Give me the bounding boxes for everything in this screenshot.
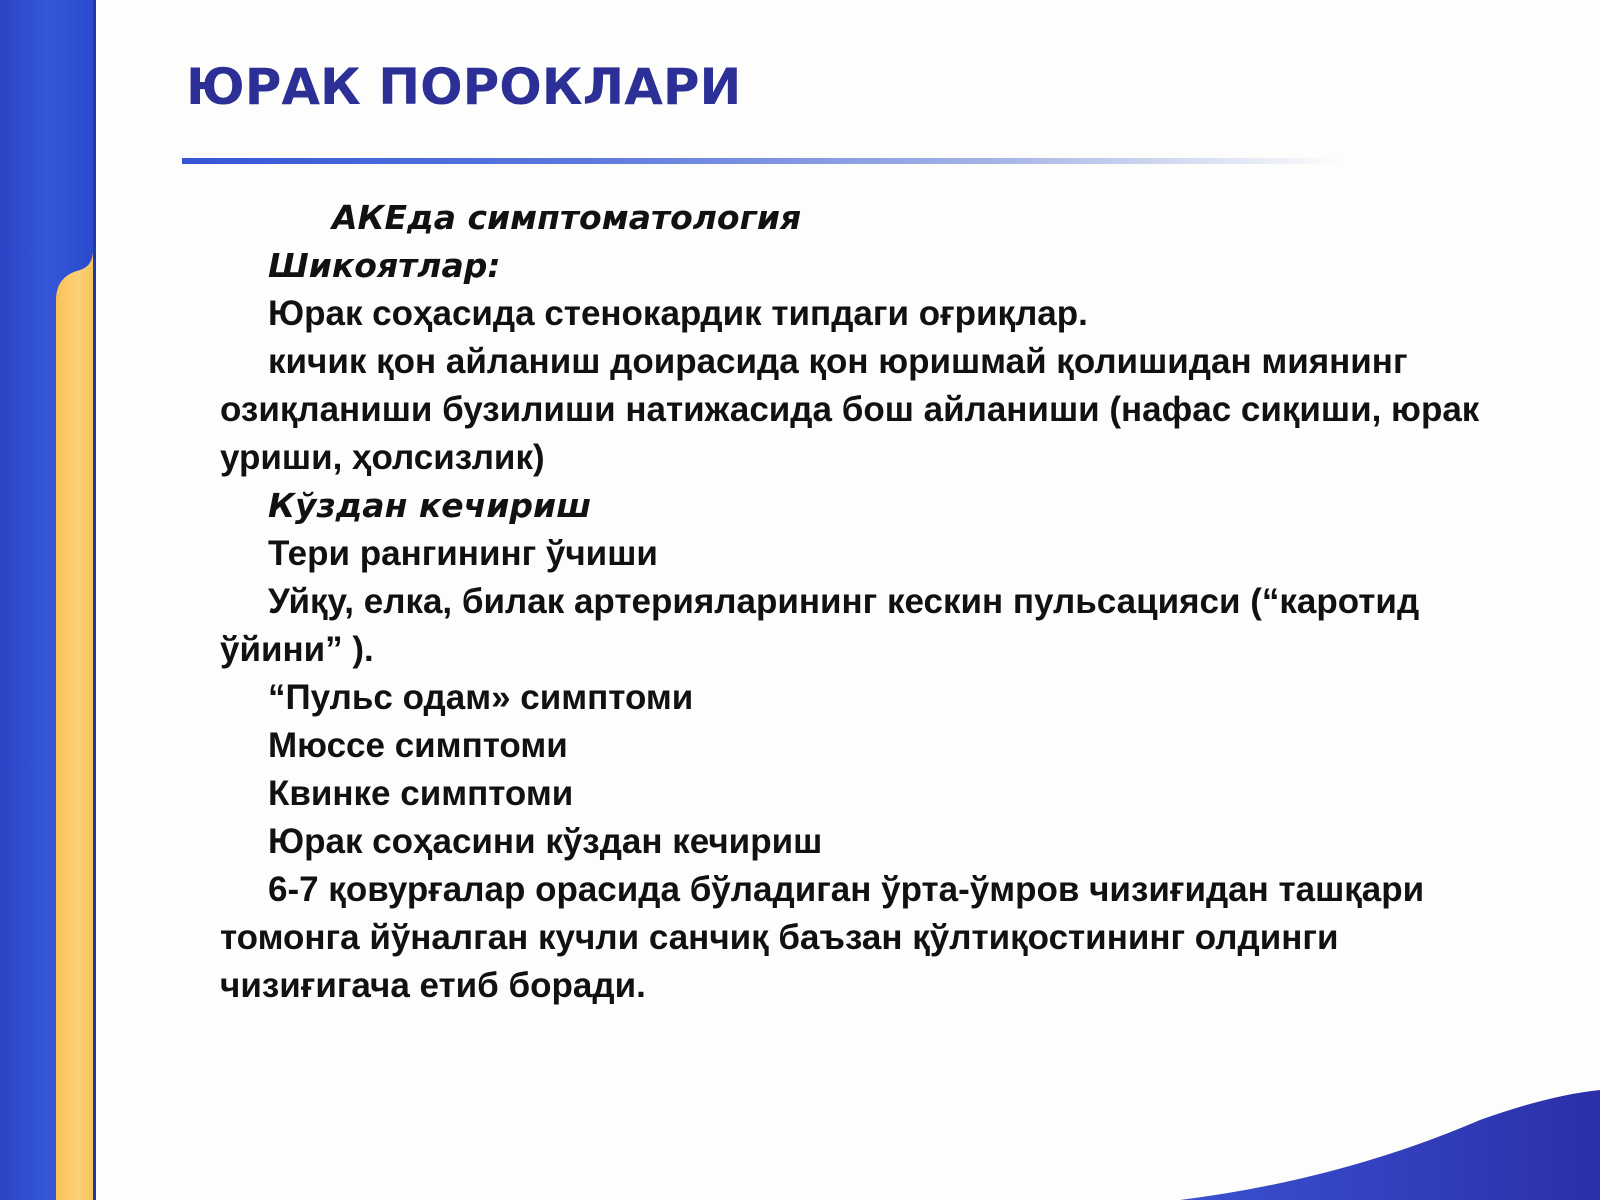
body-paragraph: 6-7 қовурғалар орасида бўладиган ўрта-ўмров чизиғидан ташқари томонга йўналган кучли санчиқ баъзан қўлтиқостининг олдинги чизиғигача етиб боради. xyxy=(220,870,1425,1005)
body-paragraph: Юрак соҳасини кўздан кечириш xyxy=(268,822,823,861)
body-paragraph: кичик қон айланиш доирасида қон юришмай қолишидан миянинг озиқланиши бузилиши натижасида бош айланиши (нафас сиқиши, юрак уриши, ҳолсизлик) xyxy=(220,342,1480,477)
body-paragraph: Уйқу, елка, билак артерияларининг кескин пульсацияси (“каротид ўйини” ). xyxy=(220,582,1420,669)
page-title: ЮРАК ПОРОКЛАРИ xyxy=(186,58,742,116)
title-underline xyxy=(182,158,1342,164)
body-paragraph: “Пульс одам» симптоми xyxy=(268,678,694,717)
slide-body xyxy=(220,194,1520,1010)
section-heading: АКЕда симптоматология xyxy=(332,198,802,237)
body-paragraph: Юрак соҳасида стенокардик типдаги оғриқлар. xyxy=(268,294,1088,333)
subheading-complaints: Шикоятлар: xyxy=(268,246,501,285)
body-paragraph: Мюссе симптоми xyxy=(268,726,568,765)
bottom-wave-decor xyxy=(1180,1090,1600,1200)
body-paragraph: Квинке симптоми xyxy=(268,774,574,813)
body-paragraph: Тери рангининг ўчиши xyxy=(268,534,658,573)
subheading-examination: Кўздан кечириш xyxy=(268,486,592,525)
left-decor-bar xyxy=(0,0,100,1200)
